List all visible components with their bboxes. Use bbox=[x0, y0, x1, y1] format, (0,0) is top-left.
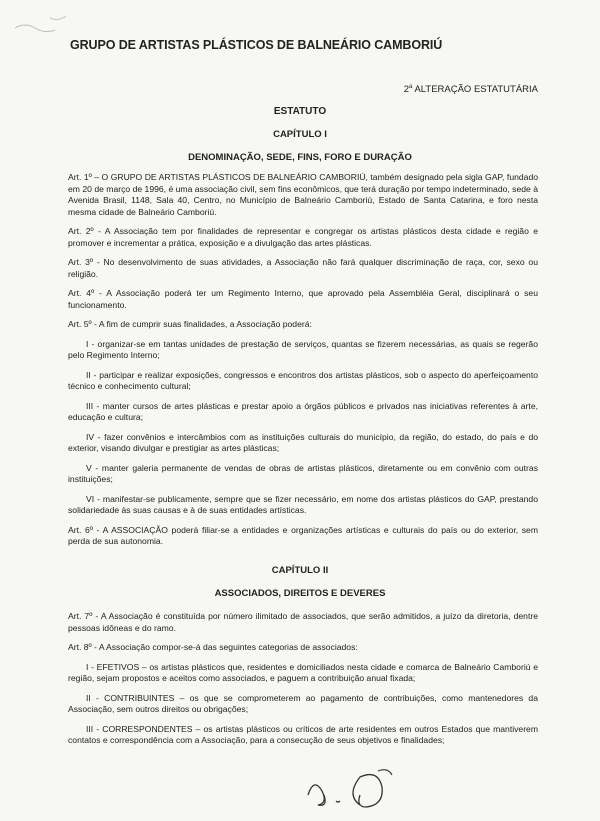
article-5-item-v: V - manter galeria permanente de vendas de obras de artistas plásticos, diretamente ou em convênio com outras instituições; bbox=[68, 462, 538, 484]
organization-title: GRUPO DE ARTISTAS PLÁSTICOS DE BALNEÁRIO CAMBORIÚ bbox=[70, 38, 443, 52]
article-8-item-i: I - EFETIVOS – os artistas plásticos que, residentes e domiciliados nesta cidade e comarca de Balneário Camboriú e região, sejam propostos e aceitos como associados, e paguem a contribuição anual fixada; bbox=[68, 661, 538, 683]
chapter-2-subtitle: ASSOCIADOS, DIREITOS E DEVERES bbox=[214, 588, 386, 599]
article-8: Art. 8º - A Associação compor-se-á das seguintes categorias de associados: bbox=[68, 642, 358, 652]
article-5-item-vi: VI - manifestar-se publicamente, sempre que se fizer necessário, em nome dos artistas plásticos do GAP, prestando solidariedade às suas causas e à de suas entidades artísticas. bbox=[68, 493, 538, 515]
article-5: Art. 5º - A fim de cumprir suas finalidades, a Associação poderá: bbox=[68, 319, 312, 329]
chapter-2-title: CAPÍTULO II bbox=[271, 565, 329, 576]
article-8-item-iii: III - CORRESPONDENTES – os artistas plásticos ou críticos de arte residentes em outros Estados que mantiverem contatos e correspondência com a Associação, para a consecução de seus objetivos e finalidades; bbox=[68, 723, 538, 745]
article-3: Art. 3º - No desenvolvimento de suas atividades, a Associação não fará qualquer discriminação de raça, cor, sexo ou religião. bbox=[68, 257, 538, 279]
handwritten-signature bbox=[300, 765, 410, 815]
article-5-item-ii: II - participar e realizar exposições, congressos e encontros dos artistas plásticos, sob o aspecto do aperfeiçoamento técnico e conhecimento cultural; bbox=[68, 369, 538, 391]
article-5-item-iv: IV - fazer convênios e intercâmbios com as instituições culturais do município, da região, do estado, do país e do exterior, visando divulgar e prestigiar as artes plásticas; bbox=[68, 431, 538, 453]
article-5-item-i: I - organizar-se em tantas unidades de prestação de serviços, quantas se fizerem necessárias, as quais se regerão pelo Regimento Interno; bbox=[68, 338, 538, 360]
amendment-text: ALTERAÇÃO ESTATUTÁRIA bbox=[412, 84, 538, 96]
article-7: Art. 7º - A Associação é constituída por número ilimitado de associados, que serão admitidos, a juízo da diretoria, dentre pessoas idôneas e do ramo. bbox=[68, 611, 538, 633]
article-6: Art. 6º - A ASSOCIAÇÃO poderá filiar-se a entidades e organizações artísticas e culturais do país ou do exterior, sem perda de sua autonomia. bbox=[68, 524, 538, 546]
amendment-number: 2 bbox=[403, 84, 410, 96]
article-5-item-iii: III - manter cursos de artes plásticas e prestar apoio a órgãos públicos e privados nas iniciativas referentes à arte, educação e cultura; bbox=[68, 400, 538, 422]
article-1: Art. 1º – O GRUPO DE ARTISTAS PLÁSTICOS DE BALNEÁRIO CAMBORIÚ, também designado pela sigla GAP, fundado em 20 de março de 1996, é uma associação civil, sem fins econômicos, que terá duração por tempo indeterminado, sede à Avenida Brasil, 1148, Sala 40, Centro, no Município de Balneário Camboriú, Estado de Santa Catarina, e foro nesta mesma cidade de Balneário Camboriú. bbox=[68, 172, 538, 217]
chapter-1-title: CAPÍTULO I bbox=[273, 129, 327, 140]
article-8-item-ii: II - CONTRIBUINTES – os que se comprometerem ao pagamento de contribuições, como mantenedores da Associação, sem outros direitos ou obrigações; bbox=[68, 692, 538, 714]
document-title: ESTATUTO bbox=[273, 106, 327, 117]
chapter-2-body bbox=[68, 611, 538, 747]
amendment-ordinal: a bbox=[409, 84, 413, 90]
article-2: Art. 2º - A Associação tem por finalidades de representar e congregar os artistas plásticos desta cidade e região e promover e incrementar a prática, exposição e a divulgação das artes plásticas. bbox=[68, 226, 538, 248]
chapter-1-body bbox=[68, 172, 538, 548]
amendment-label bbox=[404, 84, 538, 95]
chapter-1-subtitle: DENOMINAÇÃO, SEDE, FINS, FORO E DURAÇÃO bbox=[188, 152, 412, 163]
article-4: Art. 4º - A Associação poderá ter um Regimento Interno, que aprovado pela Assembléia Geral, disciplinará o seu funcionamento. bbox=[68, 288, 538, 310]
